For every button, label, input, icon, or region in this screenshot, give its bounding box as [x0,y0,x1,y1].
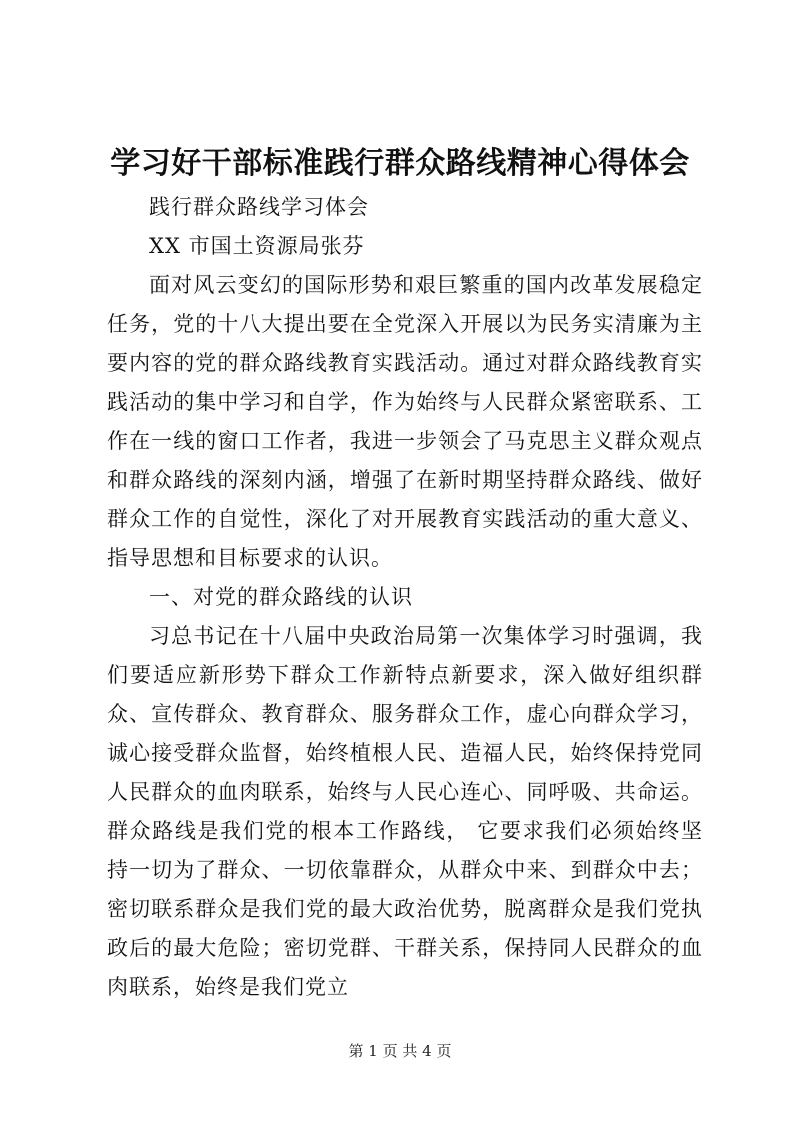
page-footer: 第 1 页 共 4 页 [348,1042,452,1060]
document-title: 学习好干部标准践行群众路线精神心得体会 [110,146,690,181]
paragraph-section-one: 习总书记在十八届中央政治局第一次集体学习时强调，我们要适应新形势下群众工作新特点新要求，深入做好组织群众、宣传群众、教育群众、服务群众工作，虚心向群众学习，诚心接受群众监督，始终植根人民、造福人民，始终保持党同人民群众的血肉联系，始终与人民心连心、同呼吸、共命运。群众路线是我们党的根本工作路线， 它要求我们必须始终坚持一切为了群众、一切依靠群众，从群众中来、到群众中去；密切联系群众是我们党的最大政治优势，脱离群众是我们党执政后的最大危险；密切党群、干群关系，保持同人民群众的血肉联系，始终是我们党立 [107,624,703,999]
document-body [107,188,703,1007]
author-line: XX 市国土资源局张芬 [149,234,365,258]
paragraph-intro: 面对风云变幻的国际形势和艰巨繁重的国内改革发展稳定任务，党的十八大提出要在全党深入开展以为民务实清廉为主要内容的党的群众路线教育实践活动。通过对群众路线教育实践活动的集中学习和自学，作为始终与人民群众紧密联系、工作在一线的窗口工作者，我进一步领会了马克思主义群众观点和群众路线的深刻内涵，增强了在新时期坚持群众路线、做好群众工作的自觉性，深化了对开展教育实践活动的重大意义、指导思想和目标要求的认识。 [107,273,703,570]
subtitle-line: 践行群众路线学习体会 [149,195,369,219]
section-heading: 一、对党的群众路线的认识 [149,585,413,609]
